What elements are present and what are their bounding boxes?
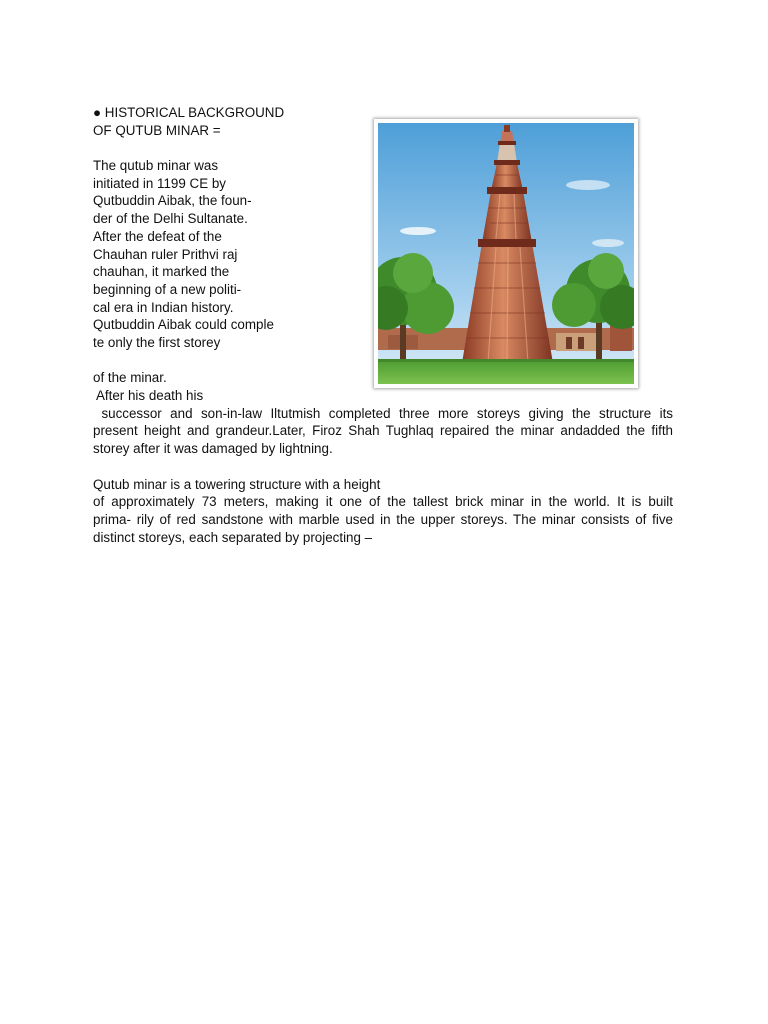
paragraph-1-line: te only the first storey — [93, 335, 221, 350]
paragraph-1-line: Qutbuddin Aibak could comple — [93, 317, 274, 332]
paragraph-3-line: Qutub minar is a towering structure with a height — [93, 477, 381, 492]
paragraph-1-line: initiated in 1199 CE by — [93, 176, 226, 191]
paragraph-1-line: After the defeat of the — [93, 229, 222, 244]
paragraph-2-line: After his death his — [93, 388, 204, 403]
paragraph-1-line: chauhan, it marked the — [93, 264, 230, 279]
heading-line-2: OF QUTUB MINAR = — [93, 123, 221, 138]
paragraph-3-line: of approximately 73 meters, making it one of the tallest brick minar in the world. It is built — [93, 494, 673, 509]
paragraph-1-line: der of the Delhi Sultanate. — [93, 211, 248, 226]
qutub-minar-photo — [374, 119, 638, 388]
paragraph-1-line: The qutub minar was — [93, 158, 219, 173]
paragraph-1-line: beginning of a new politi- — [93, 282, 242, 297]
paragraph-1-line: cal era in Indian history. — [93, 300, 234, 315]
paragraph-2-line: present height and grandeur.Later, Firoz Shah Tughlaq repaired the minar andadded the fifth — [93, 423, 673, 438]
qutub-minar-illustration — [378, 123, 634, 384]
paragraph-2-line: successor and son-in-law Iltutmish completed three more storeys giving the structure its — [93, 406, 673, 421]
paragraph-3-line: prima- rily of red sandstone with marble used in the upper storeys. The minar consists of five — [93, 512, 673, 527]
paragraph-2-line: of the minar. — [93, 370, 167, 385]
paragraph-1-line: Chauhan ruler Prithvi raj — [93, 247, 238, 262]
paragraph-1-line: Qutbuddin Aibak, the foun- — [93, 193, 252, 208]
paragraph-2-line: storey after it was damaged by lightning. — [93, 441, 333, 456]
paragraph-3-line: distinct storeys, each separated by projecting – — [93, 530, 373, 545]
heading-line-1: ● HISTORICAL BACKGROUND — [93, 105, 285, 120]
lawn — [378, 359, 634, 384]
